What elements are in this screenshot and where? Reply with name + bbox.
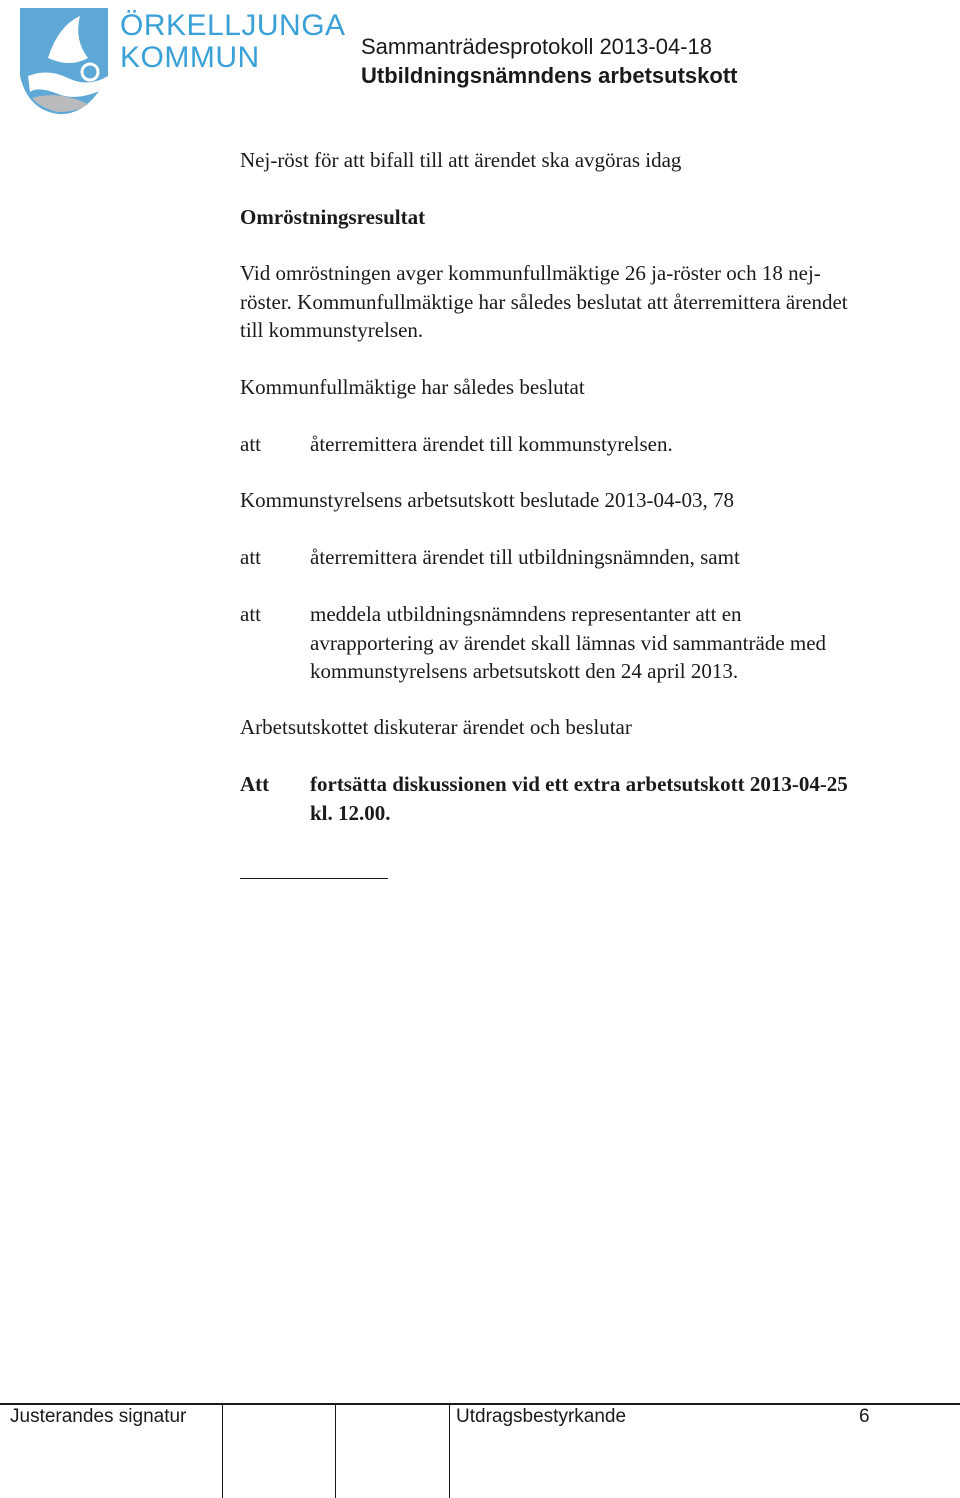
footer-divider	[0, 1403, 960, 1405]
text-line: röster. Kommunfullmäktige har således beslutat att återremittera ärendet	[240, 289, 848, 314]
footer-signature-cell-divider	[335, 1405, 336, 1498]
decision-item-text: återremittera ärendet till kommunstyrelsen.	[310, 432, 673, 456]
section-heading: Omröstningsresultat	[240, 205, 426, 229]
footer-signature-cell-divider	[449, 1405, 450, 1498]
page-number: 6	[859, 1406, 870, 1427]
decision-item-label: att	[240, 545, 261, 569]
paragraph-vote-result	[240, 259, 940, 345]
text-line: till kommunstyrelsen.	[240, 318, 424, 342]
decision-item-label: att	[240, 602, 261, 626]
paragraph-board-decision: Kommunstyrelsens arbetsutskott beslutade 2013-04-03, 78	[240, 488, 735, 512]
final-decision-text	[310, 770, 950, 827]
paragraph-committee-discussion: Arbetsutskottet diskuterar ärendet och beslutar	[240, 715, 632, 739]
logo-text-line2: KOMMUN	[120, 41, 260, 74]
footer-signature-label: Justerandes signatur	[10, 1406, 187, 1427]
text-line: Vid omröstningen avger kommunfullmäktige 26 ja-röster och 18 nej-	[240, 261, 821, 285]
decision-item-label: att	[240, 432, 261, 456]
text-line: fortsätta diskussionen vid ett extra arbetsutskott 2013-04-25	[310, 772, 848, 796]
section-divider	[240, 878, 388, 879]
final-decision-label: Att	[240, 772, 270, 796]
decision-item-text	[310, 600, 950, 686]
text-line: meddela utbildningsnämndens representanter att en	[310, 602, 742, 626]
municipality-logo	[18, 6, 118, 116]
document-title: Sammanträdesprotokoll 2013-04-18	[361, 34, 712, 59]
decision-item-text: återremittera ärendet till utbildningsnämnden, samt	[310, 545, 740, 569]
text-line: kommunstyrelsens arbetsutskott den 24 april 2013.	[310, 659, 739, 683]
logo-text-line1: ÖRKELLJUNGA	[120, 9, 346, 42]
text-line: avrapportering av ärendet skall lämnas vid sammanträde med	[310, 630, 827, 655]
paragraph-council-decision: Kommunfullmäktige har således beslutat	[240, 375, 585, 399]
logo-wordmark	[120, 10, 346, 74]
footer-certify-label: Utdragsbestyrkande	[456, 1406, 627, 1427]
footer-signature-cell-divider	[222, 1405, 223, 1498]
text-line: kl. 12.00.	[310, 800, 391, 825]
paragraph-vote-no: Nej-röst för att bifall till att ärendet ska avgöras idag	[240, 148, 682, 172]
committee-name: Utbildningsnämndens arbetsutskott	[361, 63, 738, 88]
